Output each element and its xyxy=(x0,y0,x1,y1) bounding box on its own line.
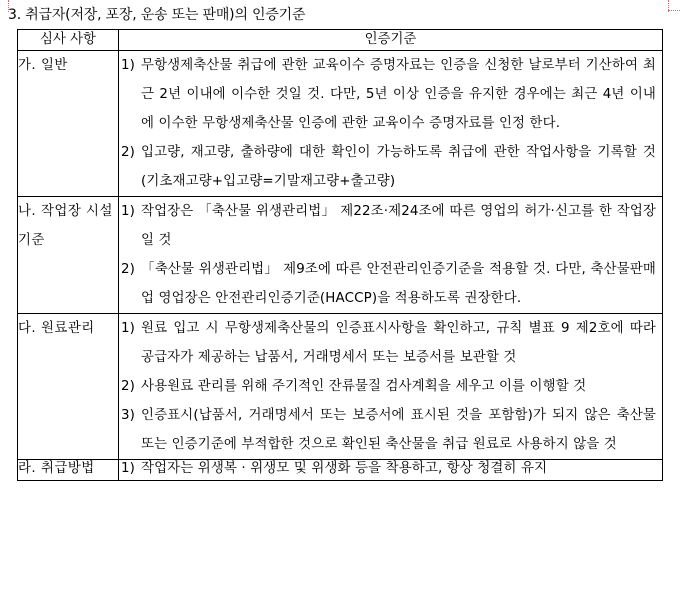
item-text: 인증표시(납품서, 거래명세서 또는 보증서에 표시된 것을 포함함)가 되지 않은 축산물 또는 인증기준에 부적합한 것으로 확인된 축산물을 취급 원료로 사용하지 않을 것 xyxy=(141,408,656,452)
item-text: 무항생제축산물 취급에 관한 교육이수 증명자료는 인증을 신청한 날로부터 기산하여 최근 2년 이내에 이수한 것일 것. 다만, 5년 이상 인증을 유지한 경우에는 최근 4년 이내에 이수한 무항생제축산물 인증에 관한 교육이수 증명자료를 인정 한다. xyxy=(141,58,656,131)
item-text: 사용원료 관리를 위해 주기적인 잔류물질 검사계획을 세우고 이를 이행할 것 xyxy=(141,379,587,394)
criteria-raw-material xyxy=(119,314,663,460)
category-handling-label: 라. 취급방법 xyxy=(18,461,95,475)
criteria-facility xyxy=(119,197,663,314)
list-item xyxy=(119,401,662,459)
table-row-raw-material xyxy=(18,314,663,460)
item-text: 작업장은 「축산물 위생관리법」 제22조·제24조에 따른 영업의 허가·신고를 한 작업장 일 것 xyxy=(141,204,656,248)
category-raw-material: 다. 원료관리 xyxy=(18,314,119,460)
item-number: 3) xyxy=(121,408,136,423)
certification-criteria-table xyxy=(17,29,663,481)
list-item xyxy=(119,51,662,138)
table-row-general xyxy=(18,51,663,197)
item-number: 1) xyxy=(121,461,136,475)
item-text: 작업자는 위생복 · 위생모 및 위생화 등을 착용하고, 항상 청결히 유지 xyxy=(141,461,548,475)
criteria-general xyxy=(119,51,663,197)
item-number: 2) xyxy=(121,379,136,394)
category-handling xyxy=(18,460,119,481)
clip-wrapper xyxy=(119,460,662,476)
category-facility: 나. 작업장 시설기준 xyxy=(18,197,119,314)
item-number: 2) xyxy=(121,145,136,160)
column-header-review-item: 심사 사항 xyxy=(18,30,119,51)
table-header-row xyxy=(18,30,663,51)
item-number: 1) xyxy=(121,58,136,73)
item-text: 「축산물 위생관리법」 제9조에 따른 안전관리인증기준을 적용할 것. 다만, 축산물판매업 영업장은 안전관리인증기준(HACCP)을 적용하도록 권장한다. xyxy=(141,262,656,306)
list-item xyxy=(119,314,662,372)
column-header-criteria: 인증기준 xyxy=(119,30,663,51)
section-heading: 3. 취급자(저장, 포장, 운송 또는 판매)의 인증기준 xyxy=(8,7,306,23)
table-row-handling xyxy=(18,460,663,481)
item-number: 2) xyxy=(121,262,136,277)
list-item xyxy=(119,372,662,401)
table-row-facility xyxy=(18,197,663,314)
margin-guide-top xyxy=(668,10,680,11)
category-general: 가. 일반 xyxy=(18,51,119,197)
list-item xyxy=(119,197,662,255)
list-item xyxy=(119,255,662,313)
item-text: 원료 입고 시 무항생제축산물의 인증표시사항을 확인하고, 규칙 별표 9 제2호에 따라 공급자가 제공하는 납품서, 거래명세서 또는 보증서를 보관할 것 xyxy=(141,321,656,365)
item-number: 1) xyxy=(121,321,136,336)
criteria-handling xyxy=(119,460,663,481)
item-number: 1) xyxy=(121,204,136,219)
list-item xyxy=(119,460,662,476)
item-text: 입고량, 재고량, 출하량에 대한 확인이 가능하도록 취급에 관한 작업사항을 기록할 것(기초재고량+입고량=기말재고량+출고량) xyxy=(141,145,656,189)
list-item xyxy=(119,138,662,196)
